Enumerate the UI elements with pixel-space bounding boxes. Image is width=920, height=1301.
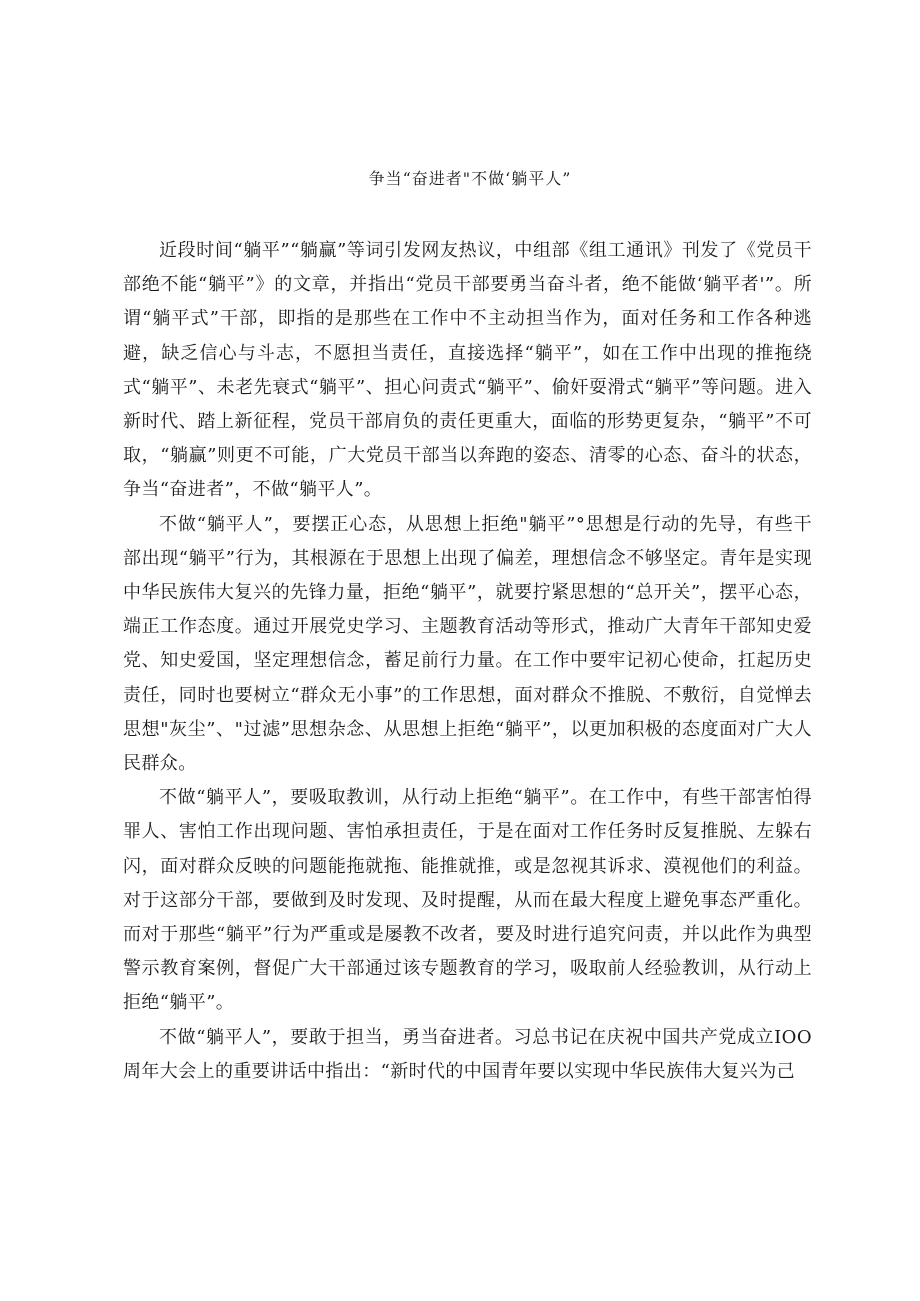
paragraph-action: 不做“躺平人”，要吸取教训，从行动上拒绝“躺平”。在工作中，有些干部害怕得罪人、害怕工作出现问题、害怕承担责任，于是在面对工作任务时反复推脱、左躲右闪，面对群众反映的问题能拖就拖、能推就推，或是忽视其诉求、漠视他们的利益。对于这部分干部，要做到及时发现、及时提醒，从而在最大程度上避免事态严重化。而对于那些“躺平”行为严重或是屡教不改者，要及时进行追究问责，并以此作为典型警示教育案例，督促广大干部通过该专题教育的学习，吸取前人经验教训，从行动上拒绝“躺平”。 [123,787,812,1014]
paragraph-intro: 近段时间“躺平”“躺赢”等词引发网友热议，中组部《组工通讯》刊发了《党员干部绝不能“躺平”》的文章，并指出“党员干部要勇当奋斗者，绝不能做‘躺平者'”。所谓“躺平式”干部，即指的是那些在工作中不主动担当作为，面对任务和工作各种逃避，缺乏信心与斗志，不愿担当责任，直接选择“躺平”，如在工作中出现的推拖绕式“躺平”、未老先衰式“躺平”、担心问责式“躺平”、偷奸耍滑式“躺平”等问题。进入新时代、踏上新征程，党员干部肩负的责任更重大，面临的形势更复杂，“躺平”不可取，“躺赢”则更不可能，广大党员干部当以奔跑的姿态、清零的心态、奋斗的状态，争当“奋进者”，不做“躺平人”。 [123,240,812,501]
paragraph-mindset: 不做“躺平人”，要摆正心态，从思想上拒绝"躺平”°思想是行动的先导，有些干部出现“躺平”行为，其根源在于思想上出现了偏差，理想信念不够坚定。青年是实现中华民族伟大复兴的先锋力量，拒绝“躺平”，就要拧紧思想的“总开关”，摆平心态，端正工作态度。通过开展党史学习、主题教育活动等形式，推动广大青年干部知史爱党、知史爱国，坚定理想信念，蓄足前行力量。在工作中要牢记初心使命，扛起历史责任，同时也要树立“群众无小事”的工作思想，面对群众不推脱、不敷衍，自觉惮去思想"灰尘”、"过滤”思想杂念、从思想上拒绝“躺平”，以更加积极的态度面对广大人民群众。 [123,513,812,775]
document-title: 争当“奋进者"不做‘躺平人” [368,169,572,188]
paragraph-responsibility: 不做“躺平人”，要敢于担当，勇当奋进者。习总书记在庆祝中国共产党成立IOO周年大会上的重要讲话中指出：“新时代的中国青年要以实现中华民族伟大复兴为己 [123,1026,812,1082]
